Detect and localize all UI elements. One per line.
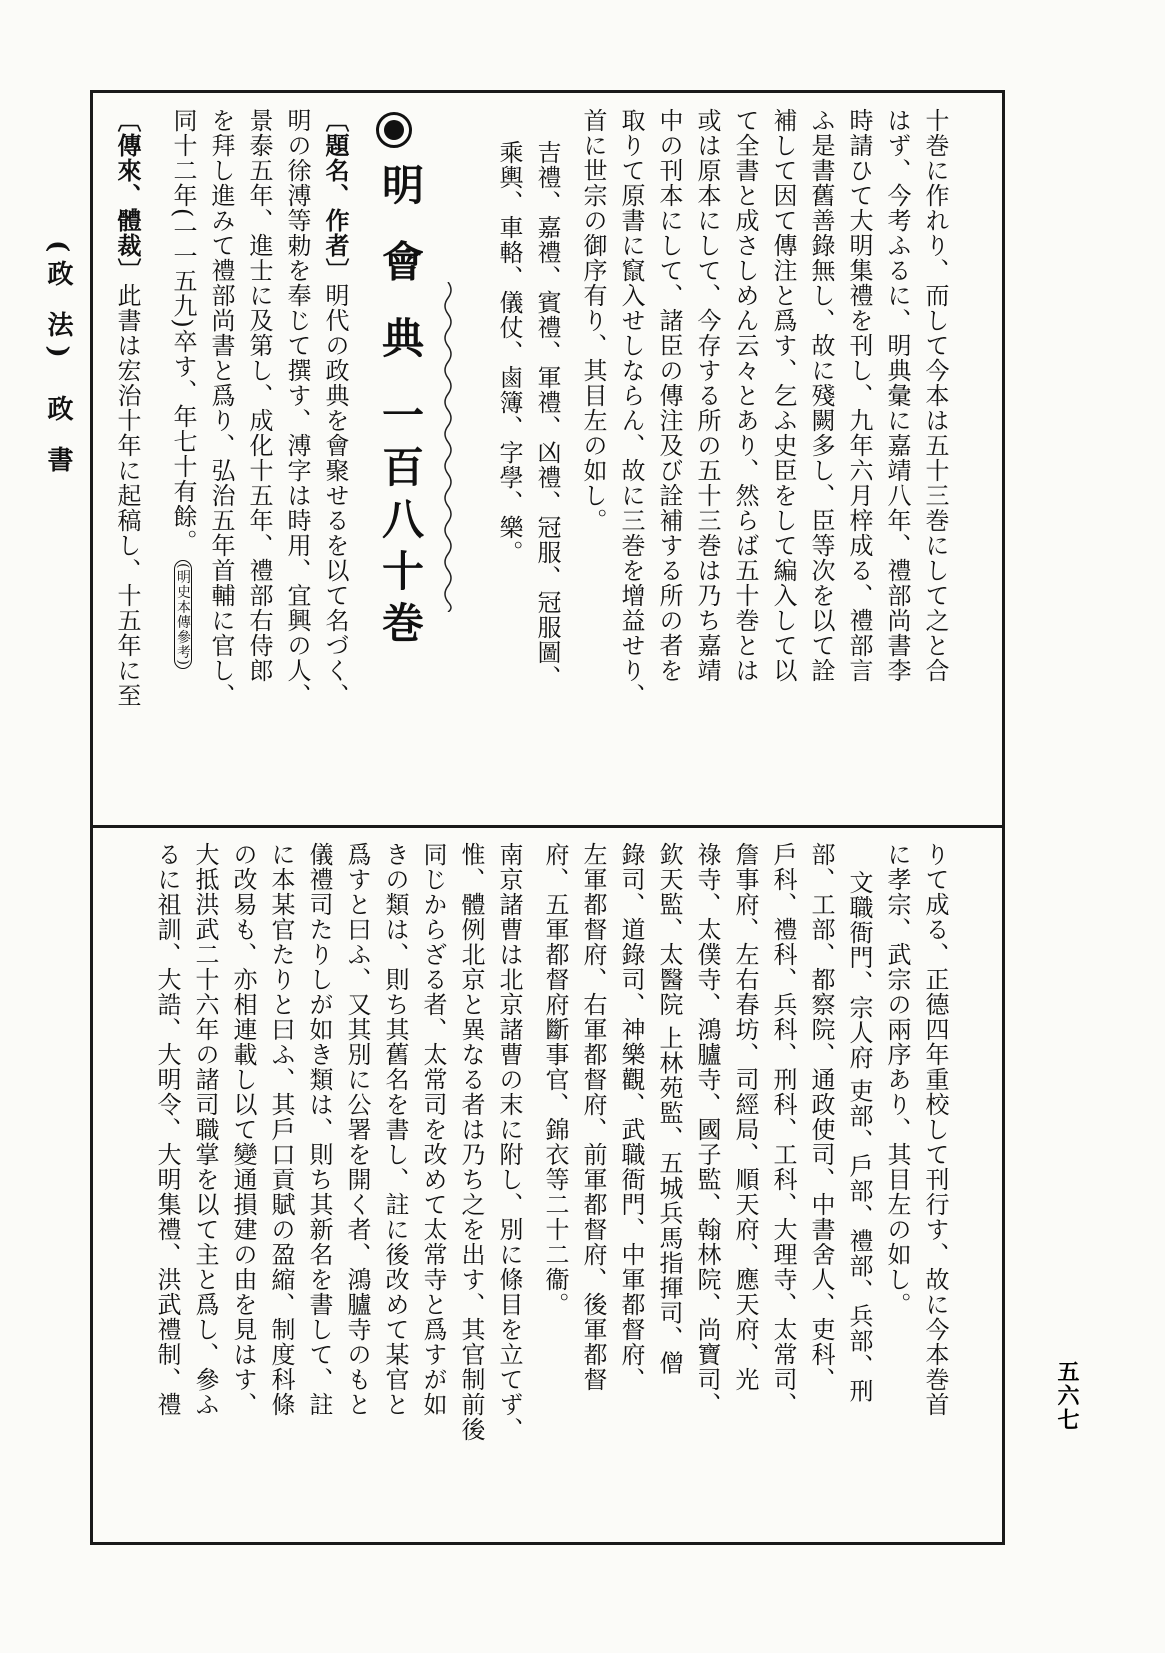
top-column-10: 首に世宗の御序有り、其目左の如し。	[579, 108, 607, 533]
section-label: 政 書	[43, 395, 73, 481]
top-column-3: 時請ひて大明集禮を刊し、九年六月梓成る、禮部言	[845, 108, 873, 683]
bottom-column-18: に本某官たりと曰ふ、其戶口貢賦の盈縮、制度科條	[267, 842, 295, 1417]
heading-label-author: 〔題名、作者〕	[321, 108, 350, 283]
bottom-column-5: 戶科、禮科、兵科、刑科、工科、大理寺、太常司、	[769, 842, 797, 1417]
top-column-8: 中の刊本にして、諸臣の傳注及び詮補する所の者を	[655, 108, 683, 683]
top-column-7: 或は原本にして、今存する所の五十三巻は乃ち嘉靖	[693, 108, 721, 683]
title-block	[370, 112, 425, 653]
bottom-column-15: きの類は、則ち其舊名を書し、註に後改めて某官と	[381, 842, 409, 1417]
bottom-column-4: 部、工部、都察院、通政使司、中書舍人、吏科、	[807, 842, 835, 1392]
horizontal-divider	[90, 825, 1005, 828]
bottom-column-10: 左軍都督府、右軍都督府、前軍都督府、後軍都督	[579, 842, 607, 1392]
bottom-column-20: 大抵洪武二十六年の諸司職掌を以て主と爲し、參ふ	[191, 842, 219, 1417]
wavy-separator	[438, 282, 458, 612]
title-column-6-text: 此書は宏治十年に起稿し、十五年に至	[113, 283, 141, 708]
top-column-4: ふ是書舊善錄無し、故に殘闕多し、臣等次を以て詮	[807, 108, 835, 683]
item-list-column-2: 乘輿、車輅、儀仗、鹵簿、字學、樂。	[495, 140, 523, 565]
top-column-5: 補して因て傳注と爲す、乞ふ史臣をして編入して以	[769, 108, 797, 683]
source-note: (明史本傳參考)	[174, 560, 192, 669]
bottom-column-21: るに祖訓、大誥、大明令、大明集禮、洪武禮制、禮	[153, 842, 181, 1417]
bottom-column-6: 詹事府、左右春坊、司經局、順天府、應天府、光	[731, 842, 759, 1392]
title-column-6	[110, 108, 144, 708]
category-label: (政 法)	[43, 240, 73, 366]
bottom-column-9: 錄司、道錄司、神樂觀、武職衙門、中軍都督府、	[617, 842, 645, 1392]
top-column-2: はず、今考ふるに、明典彙に嘉靖八年、禮部尚書李	[883, 108, 911, 683]
bottom-column-13: 惟、體例北京と異なる者は乃ち之を出す、其官制前後	[457, 842, 485, 1442]
bottom-column-17: 儀禮司たりしが如き類は、則ち其新名を書して、註	[305, 842, 333, 1417]
bottom-column-7: 祿寺、太僕寺、鴻臚寺、國子監、翰林院、尚寶司、	[693, 842, 721, 1417]
bottom-column-2: に孝宗、武宗の兩序あり、其目左の如し。	[883, 842, 911, 1317]
bottom-column-16: 爲すと曰ふ、又其別に公署を開く者、鴻臚寺のもと	[343, 842, 371, 1417]
bottom-column-12: 南京諸曹は北京諸曹の末に附し、別に條目を立てず、	[495, 842, 523, 1442]
top-column-6: て全書と成さしめん云々とあり、然らば五十巻とは	[731, 108, 759, 683]
bottom-column-3: 文職衙門、宗人府 吏部、戶部、禮部、兵部、刑	[845, 870, 873, 1404]
bottom-column-8: 欽天監、太醫院 上林苑監、五城兵馬指揮司、僧	[655, 842, 683, 1376]
title-column-3: 景泰五年、進士に及第し、成化十五年、禮部右侍郎	[245, 108, 273, 683]
top-column-1: 十巻に作れり、而して今本は五十三巻にして之と合	[921, 108, 949, 683]
item-list-column-1: 吉禮、嘉禮、賓禮、軍禮、凶禮、冠服、冠服圖、	[533, 140, 561, 690]
title-column-4: を拜し進みて禮部尚書と爲り、弘治五年首輔に官し、	[207, 108, 235, 708]
top-column-9: 取りて原書に竄入せしならん、故に三巻を增益せり、	[617, 108, 645, 708]
title-column-2: 明の徐溥等勅を奉じて撰す、溥字は時用、宜興の人、	[283, 108, 311, 708]
title-column-1	[318, 108, 352, 708]
page-number: 五六七	[1054, 1360, 1080, 1432]
book-title: 明 會 典 一百八十巻	[376, 163, 425, 653]
title-column-1-text: 明代の政典を會聚せるを以て名づく、	[321, 283, 349, 708]
title-column-5-text: 同十二年(一一五九)卒す、年七十有餘。	[169, 108, 197, 554]
bottom-column-1: りて成る、正德四年重校して刊行す、故に今本巻首	[921, 842, 949, 1417]
bottom-column-11: 府、五軍都督府斷事官、錦衣等二十二衞。	[541, 842, 569, 1317]
bullet-icon	[376, 112, 412, 148]
bottom-column-19: の改易も、亦相連載し以て變通損建の由を見はす、	[229, 842, 257, 1417]
bottom-column-14: 同じからざる者、太常司を改めて太常寺と爲すが如	[419, 842, 447, 1417]
heading-label-provenance: 〔傳來、體裁〕	[113, 108, 142, 283]
title-column-5	[166, 108, 200, 675]
